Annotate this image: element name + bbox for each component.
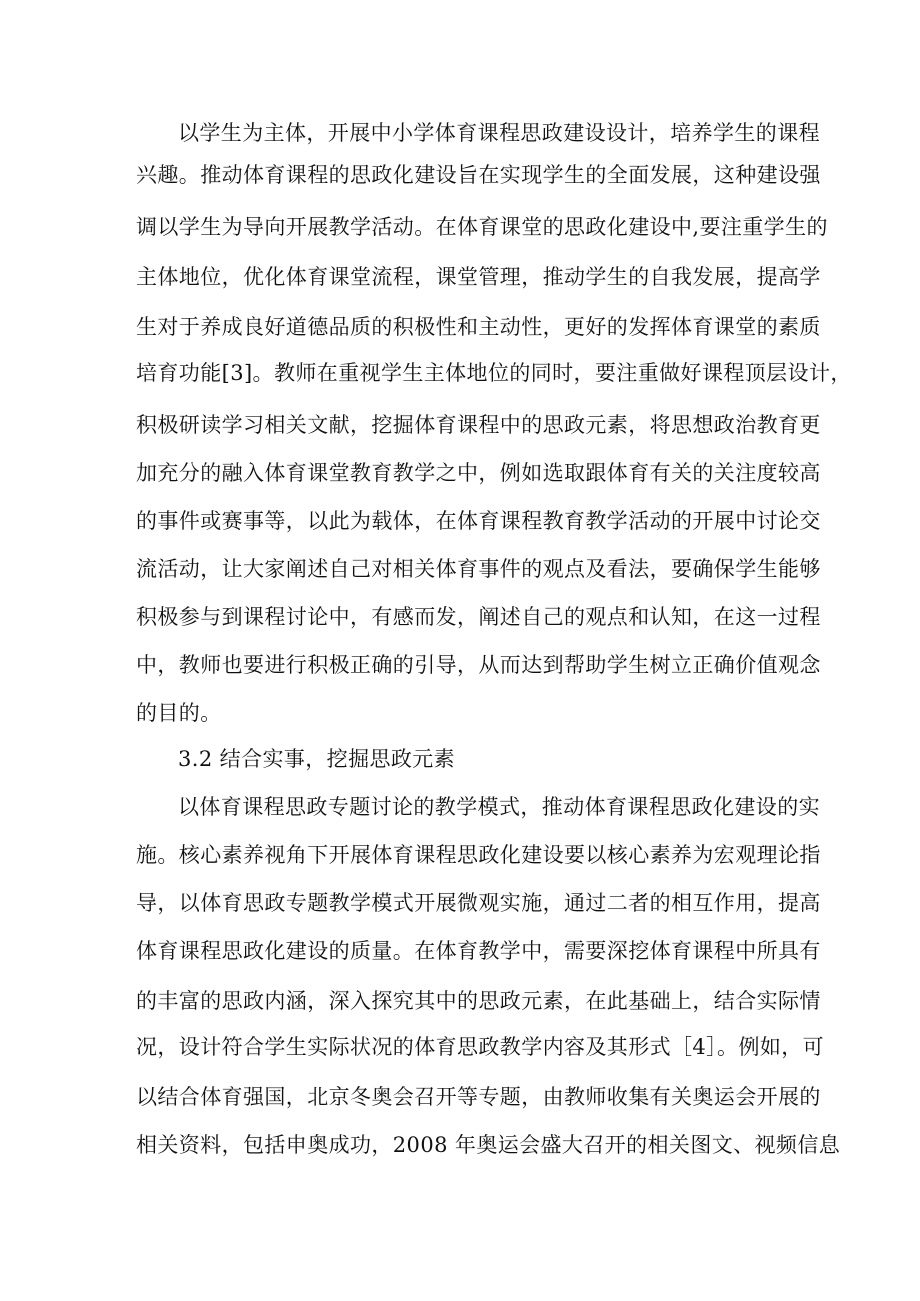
paragraph-line: 积极参与到课程讨论中，有感而发，阐述自己的观点和认知，在这一过程 bbox=[136, 605, 821, 629]
paragraph-line: 相关资料，包括申奥成功，2008 年奥运会盛大召开的相关图文、视频信息 bbox=[136, 1133, 841, 1157]
paragraph-line: 的目的。 bbox=[136, 701, 222, 725]
paragraph-line: 兴趣。推动体育课程的思政化建设旨在实现学生的全面发展，这种建设强 bbox=[136, 163, 821, 187]
paragraph-line: 况，设计符合学生实际状况的体育思政教学内容及其形式［4］。例如，可 bbox=[136, 1035, 825, 1059]
paragraph-line: 以结合体育强国，北京冬奥会召开等专题，由教师收集有关奥运会开展的 bbox=[136, 1085, 821, 1109]
section-heading: 3.2 结合实事，挖掘思政元素 bbox=[178, 747, 456, 771]
paragraph-line: 施。核心素养视角下开展体育课程思政化建设要以核心素养为宏观理论指 bbox=[136, 843, 821, 867]
paragraph-line: 加充分的融入体育课堂教育教学之中，例如选取跟体育有关的关注度较高 bbox=[136, 461, 821, 485]
paragraph-line: 主体地位，优化体育课堂流程，课堂管理，推动学生的自我发展，提高学 bbox=[136, 265, 821, 289]
paragraph-line: 中，教师也要进行积极正确的引导，从而达到帮助学生树立正确价值观念 bbox=[136, 653, 821, 677]
paragraph-line: 调以学生为导向开展教学活动。在体育课堂的思政化建设中,要注重学生的 bbox=[136, 215, 828, 239]
paragraph-line: 积极研读学习相关文献，挖掘体育课程中的思政元素，将思想政治教育更 bbox=[136, 413, 821, 437]
paragraph-line: 体育课程思政化建设的质量。在体育教学中，需要深挖体育课程中所具有 bbox=[136, 939, 821, 963]
paragraph-line: 的丰富的思政内涵，深入探究其中的思政元素，在此基础上，结合实际情 bbox=[136, 989, 821, 1013]
paragraph-line: 生对于养成良好道德品质的积极性和主动性，更好的发挥体育课堂的素质 bbox=[136, 315, 821, 339]
paragraph-line: 流活动，让大家阐述自己对相关体育事件的观点及看法，要确保学生能够 bbox=[136, 557, 821, 581]
paragraph-line: 的事件或赛事等，以此为载体，在体育课程教育教学活动的开展中讨论交 bbox=[136, 509, 821, 533]
paragraph-line: 培育功能[3]。教师在重视学生主体地位的同时，要注重做好课程顶层设计， bbox=[136, 361, 852, 385]
paragraph-line: 导，以体育思政专题教学模式开展微观实施，通过二者的相互作用，提高 bbox=[136, 891, 821, 915]
paragraph-line: 以体育课程思政专题讨论的教学模式，推动体育课程思政化建设的实 bbox=[178, 795, 820, 819]
paragraph-line: 以学生为主体，开展中小学体育课程思政建设设计，培养学生的课程 bbox=[178, 121, 820, 145]
